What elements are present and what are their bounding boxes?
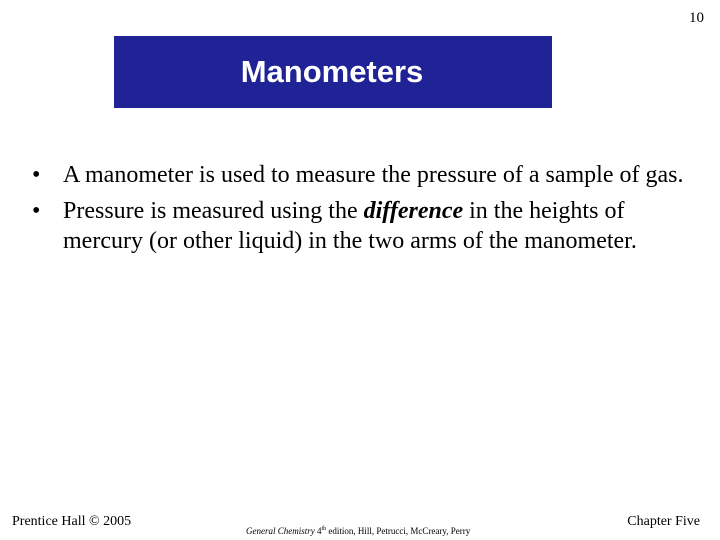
footer-book-title: General Chemistry xyxy=(246,526,315,536)
footer-copyright: Prentice Hall © 2005 xyxy=(12,514,132,529)
slide-title: Manometers xyxy=(240,54,424,89)
title-banner xyxy=(114,36,552,108)
footer-authors: edition, Hill, Petrucci, McCreary, Perry xyxy=(326,526,471,536)
bullet-item xyxy=(32,196,702,256)
emphasized-word: difference xyxy=(363,198,464,224)
footer-edition-suffix: th xyxy=(321,526,327,532)
slide-number: 10 xyxy=(689,10,704,26)
bullet-marker: • xyxy=(32,198,41,224)
bullet-list xyxy=(32,160,702,262)
footer-chapter: Chapter Five xyxy=(627,514,700,529)
footer-citation xyxy=(246,526,470,536)
bullet-text: A manometer is used to measure the pressure of a sample of gas. xyxy=(63,162,684,188)
bullet-marker: • xyxy=(32,162,41,188)
bullet-text-after: in the heights of mercury (or other liquid) in the two arms of the manometer. xyxy=(63,198,637,254)
bullet-text-before: Pressure is measured using the xyxy=(63,198,364,224)
footer-edition-number: 4 xyxy=(317,526,322,536)
bullet-item xyxy=(32,160,702,190)
